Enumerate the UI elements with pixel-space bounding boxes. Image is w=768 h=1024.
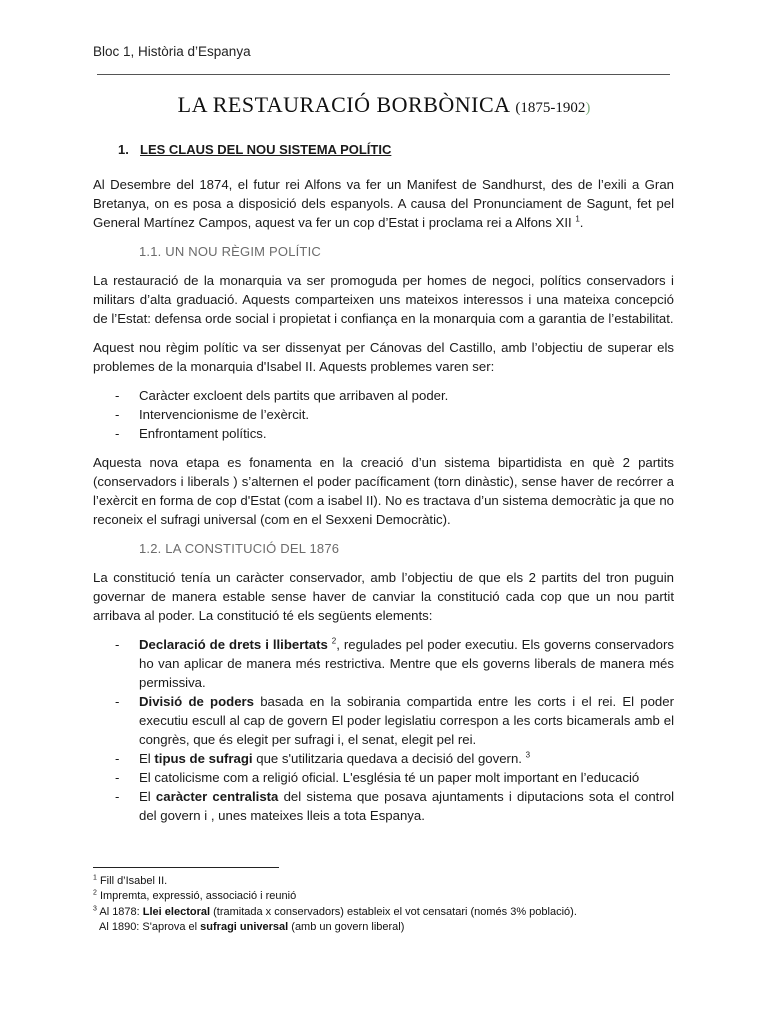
footnotes <box>93 874 577 935</box>
subsection-heading-2: 1.2. LA CONSTITUCIÓ DEL 1876 <box>139 541 340 556</box>
list-item: - Divisió de poders basada en la sobirania compartida entre les corts i el rei. El poder executiu escull al cap de govern El poder legislatiu correspon a les corts bicamerals amb el congrès, que és elegit per sufragi i, el senat, elegit pel rei. <box>115 694 674 747</box>
header-divider <box>97 74 670 75</box>
list-item: - Intervencionisme de l’exèrcit. <box>115 407 310 422</box>
section-heading <box>118 140 674 159</box>
problems-list <box>93 386 674 443</box>
section-title: LES CLAUS DEL NOU SISTEMA POLÍTIC <box>140 142 392 157</box>
intro-paragraph: Al Desembre del 1874, el futur rei Alfons va fer un Manifest de Sandhurst, des de l’exili a Gran Bretanya, on es posa a disposició dels espanyols. A causa del Pronunciament de Sagunt, fet pel General Martínez Campos, aquest va fer un cop d’Estat i proclama rei a Alfons XII $^1$. <box>93 177 674 230</box>
list-item: - El catolicisme com a religió oficial. L'església té un paper molt important en l’educació <box>115 770 640 785</box>
list-item: - Enfrontament polítics. <box>115 426 267 441</box>
list-item: - Caràcter excloent dels partits que arribaven al poder. <box>115 388 449 403</box>
footnote-3-continued: Al 1890: S'aprova el sufragi universal (amb un govern liberal) <box>99 920 405 933</box>
page-title <box>0 92 768 118</box>
document-body <box>93 140 674 835</box>
footnote-3: $^3$ Al 1878: Llei electoral (tramitada x conservadors) estableix el vot censatari (només 3% població). <box>93 904 577 918</box>
section-number: 1. <box>118 142 129 157</box>
paragraph: Aquesta nova etapa es fonamenta en la creació d’un sistema bipartidista en què 2 partits (conservadors i liberals ) s’alternen el poder pacíficament (torn dinàstic), sense haver de recórrer a l’exèrcit en forma de cop d'Estat (com a isabel II). No es tractava d’un sistema democràtic ja que no reconeix el sufragi universal (com en el Sexxeni Democràtic). <box>93 455 674 527</box>
paragraph: La restauració de la monarquia va ser promoguda per homes de negoci, polítics conservadors i militars d’alta graduació. Aquests comparteixen uns mateixos interessos i una mateixa concepció de l’Estat: defensa orde social i propietat i confiança en la monarquia com a garantia de l’estabilitat. <box>93 273 674 326</box>
list-item: - Declaració de drets i llibertats $^2$, regulades pel poder executiu. Els governs conservadors ho van aplicar de manera més restrictiva. Mentre que els governs liberals de manera més permissiva. <box>115 636 674 690</box>
subsection-heading-1: 1.1. UN NOU RÈGIM POLÍTIC <box>139 244 321 259</box>
list-item: - El caràcter centralista del sistema que posava ajuntaments i diputacions sota el control del govern i , unes mateixes lleis a tota Espanya. <box>115 789 674 823</box>
footnote-divider <box>93 867 279 868</box>
paragraph: La constitució tenía un caràcter conservador, amb l’objectiu de que els 2 partits del tron puguin governar de manera estable sense haver de canviar la constitució cada cop que un nou partit arribava al poder. La constitució té els següents elements: <box>93 570 674 623</box>
title-years: (1875-1902) <box>515 100 591 116</box>
paragraph: Aquest nou règim polític va ser dissenyat per Cánovas del Castillo, amb l’objectiu de superar els problemes de la monarquia d'Isabel II. Aquests problemes varen ser: <box>93 340 674 374</box>
footnote-1: $^1$ Fill d’Isabel II. <box>93 874 168 887</box>
footnote-ref-1[interactable]: 1 <box>575 214 580 224</box>
list-item: - El tipus de sufragi que s'utilitzaria quedava a decisió del govern. $^3$ <box>115 750 531 766</box>
title-main: LA RESTAURACIÓ BORBÒNICA <box>177 92 510 117</box>
running-header: Bloc 1, Història d’Espanya <box>93 44 251 59</box>
footnote-ref-2[interactable]: 2 <box>331 636 337 646</box>
constitution-elements-list <box>93 635 674 825</box>
footnote-2: $^2$ Impremta, expressió, associació i reunió <box>93 889 297 903</box>
footnote-ref-3[interactable]: 3 <box>525 750 531 760</box>
